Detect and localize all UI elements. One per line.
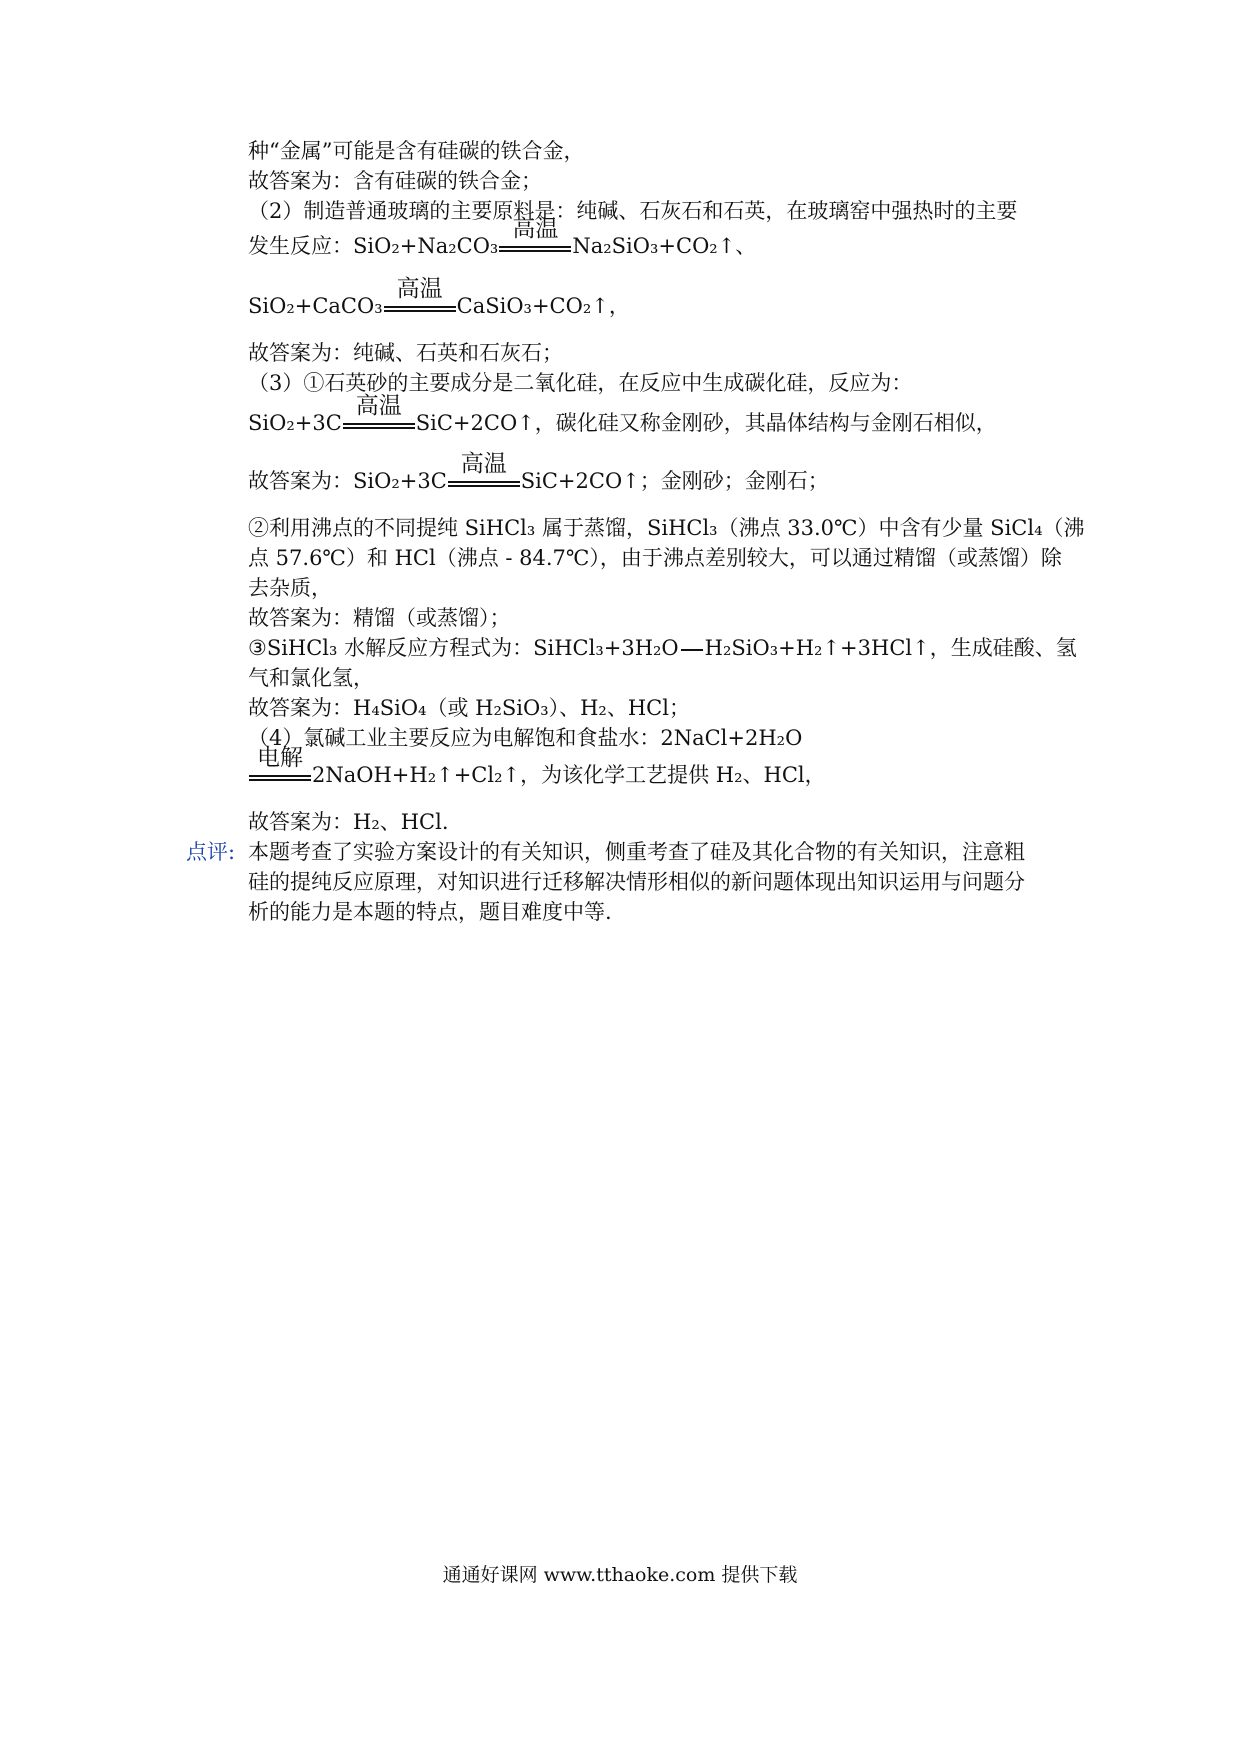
equation-left: SiO₂+3C bbox=[353, 469, 447, 493]
text-suffix: H₂SiO₃+H₂↑+3HCl↑，生成硅酸、氢 bbox=[704, 636, 1077, 660]
text-suffix: 2NaOH+H₂↑+Cl₂↑，为该化学工艺提供 H₂、HCl， bbox=[312, 763, 826, 787]
comment-label: 点评: bbox=[186, 840, 236, 864]
text-prefix: 故答案为： bbox=[248, 469, 353, 493]
text-line: 点 57.6℃）和 HCl（沸点 - 84.7℃），由于沸点差别较大，可以通过精馏（或蒸馏）除 bbox=[248, 546, 1062, 570]
equation-left: SiO₂+Na₂CO₃ bbox=[353, 234, 499, 258]
text-line: 故答案为：H₄SiO₄（或 H₂SiO₃）、H₂、HCl； bbox=[248, 696, 690, 720]
comment-line: 析的能力是本题的特点，题目难度中等. bbox=[248, 900, 612, 924]
equation-line-5 bbox=[248, 633, 1077, 663]
equation-right: SiC+2CO↑ bbox=[520, 469, 640, 493]
equation-line-3 bbox=[248, 393, 1068, 438]
reaction-condition bbox=[343, 393, 415, 438]
text-line: 故答案为：含有硅碳的铁合金； bbox=[248, 169, 542, 193]
equation-right: Na₂SiO₃+CO₂↑、 bbox=[572, 234, 757, 258]
text-line: ②利用沸点的不同提纯 SiHCl₃ 属于蒸馏，SiHCl₃（沸点 33.0℃）中含有少量 SiCl₄（沸 bbox=[248, 516, 1085, 540]
equation-left: SiO₂+CaCO₃ bbox=[248, 294, 383, 318]
text-line: 种“金属”可能是含有硅碳的铁合金， bbox=[248, 139, 585, 163]
condition-label: 高温 bbox=[355, 393, 402, 419]
text-line: （3）①石英砂的主要成分是二氧化硅，在反应中生成碳化硅，反应为： bbox=[248, 371, 913, 395]
text-line: 故答案为：纯碱、石英和石灰石； bbox=[248, 341, 563, 365]
text-line: 去杂质， bbox=[248, 576, 332, 600]
page-footer: 通通好课网 www.tthaoke.com 提供下载 bbox=[442, 1564, 798, 1586]
text-line: 气和氯化氢， bbox=[248, 666, 374, 690]
condition-label: 高温 bbox=[396, 276, 443, 302]
text-prefix: ③SiHCl₃ 水解反应方程式为：SiHCl₃+3H₂O bbox=[248, 636, 679, 660]
equation-line-6 bbox=[248, 745, 1068, 790]
condition-label: 电解 bbox=[257, 745, 303, 771]
reaction-condition bbox=[249, 745, 311, 790]
reaction-condition bbox=[499, 216, 571, 261]
text-line: （2）制造普通玻璃的主要原料是：纯碱、石灰石和石英，在玻璃窑中强热时的主要 bbox=[248, 199, 1018, 223]
condition-label: 高温 bbox=[512, 216, 559, 242]
equation-line-2 bbox=[248, 276, 1068, 321]
equation-right: SiC+2CO↑， bbox=[415, 411, 556, 435]
equation-right: CaSiO₃+CO₂↑， bbox=[456, 294, 630, 318]
comment-line: 本题考查了实验方案设计的有关知识，侧重考查了硅及其化合物的有关知识，注意粗 bbox=[248, 840, 1025, 864]
comment-line: 硅的提纯反应原理，对知识进行迁移解决情形相似的新问题体现出知识运用与问题分 bbox=[248, 870, 1025, 894]
reaction-dash bbox=[681, 649, 703, 651]
text-line: （4）氯碱工业主要反应为电解饱和食盐水：2NaCl+2H₂O bbox=[248, 726, 803, 750]
text-line: 故答案为：精馏（或蒸馏）； bbox=[248, 606, 511, 630]
text-suffix: 碳化硅又称金刚砂，其晶体结构与金刚石相似， bbox=[555, 411, 997, 435]
reaction-condition bbox=[448, 451, 520, 496]
condition-label: 高温 bbox=[460, 451, 507, 477]
reaction-condition bbox=[384, 276, 456, 321]
equation-left: SiO₂+3C bbox=[248, 411, 342, 435]
text-prefix: 发生反应： bbox=[248, 234, 353, 258]
text-suffix: ；金刚砂；金刚石； bbox=[639, 469, 829, 493]
equation-line-4 bbox=[248, 451, 1068, 496]
equation-line-1 bbox=[248, 216, 1068, 261]
text-line: 故答案为：H₂、HCl. bbox=[248, 810, 449, 834]
